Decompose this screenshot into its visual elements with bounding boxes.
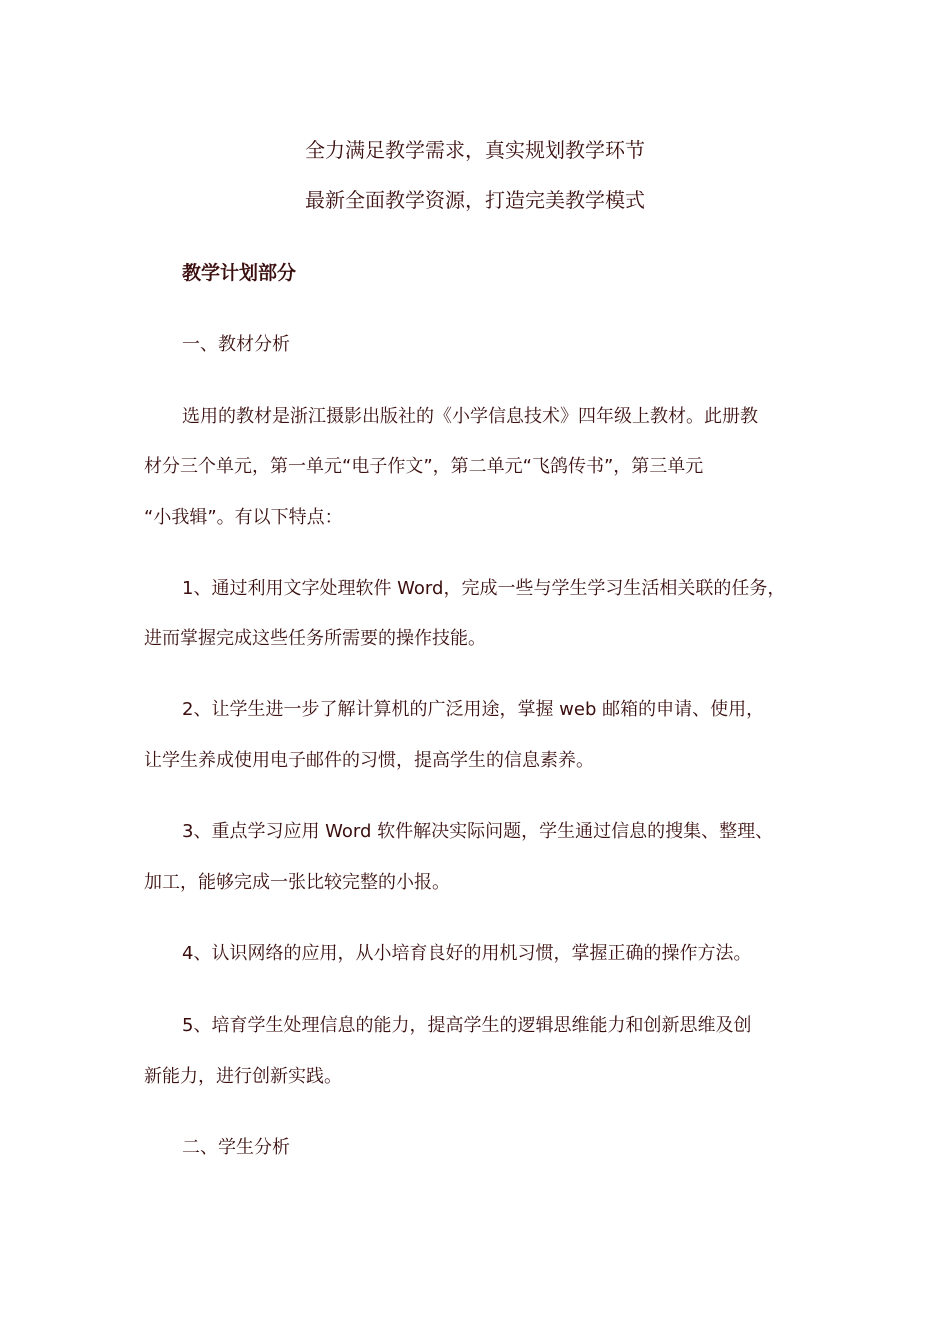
intro-line-2: 材分三个单元，第一单元“电子作文”，第二单元“飞鸽传书”，第三单元: [144, 456, 704, 477]
point-3-line-2: 加工，能够完成一张比较完整的小报。: [144, 872, 450, 893]
point-4-line-1: 4、认识网络的应用，从小培育良好的用机习惯，掌握正确的操作方法。: [182, 943, 752, 964]
point-1-line-1: 1、通过利用文字处理软件 Word，完成一些与学生学习生活相关联的任务，: [182, 578, 786, 599]
heading-student-analysis: 二、学生分析: [182, 1137, 290, 1158]
header-line-2: 最新全面教学资源，打造完美教学模式: [305, 188, 645, 212]
header-line-1: 全力满足教学需求，真实规划教学环节: [305, 138, 645, 162]
heading-textbook-analysis: 一、教材分析: [182, 334, 290, 355]
point-5-line-1: 5、培育学生处理信息的能力，提高学生的逻辑思维能力和创新思维及创: [182, 1015, 752, 1036]
point-2-line-1: 2、让学生进一步了解计算机的广泛用途，掌握 web 邮箱的申请、使用，: [182, 699, 765, 720]
point-5-line-2: 新能力，进行创新实践。: [144, 1066, 342, 1087]
intro-line-1: 选用的教材是浙江摄影出版社的《小学信息技术》四年级上教材。此册教: [182, 406, 758, 427]
point-3-line-1: 3、重点学习应用 Word 软件解决实际问题，学生通过信息的搜集、整理、: [182, 821, 774, 842]
section-title: 教学计划部分: [182, 262, 297, 284]
point-2-line-2: 让学生养成使用电子邮件的习惯，提高学生的信息素养。: [144, 750, 594, 771]
intro-line-3: “小我辑”。有以下特点：: [144, 507, 343, 528]
point-1-line-2: 进而掌握完成这些任务所需要的操作技能。: [144, 628, 486, 649]
